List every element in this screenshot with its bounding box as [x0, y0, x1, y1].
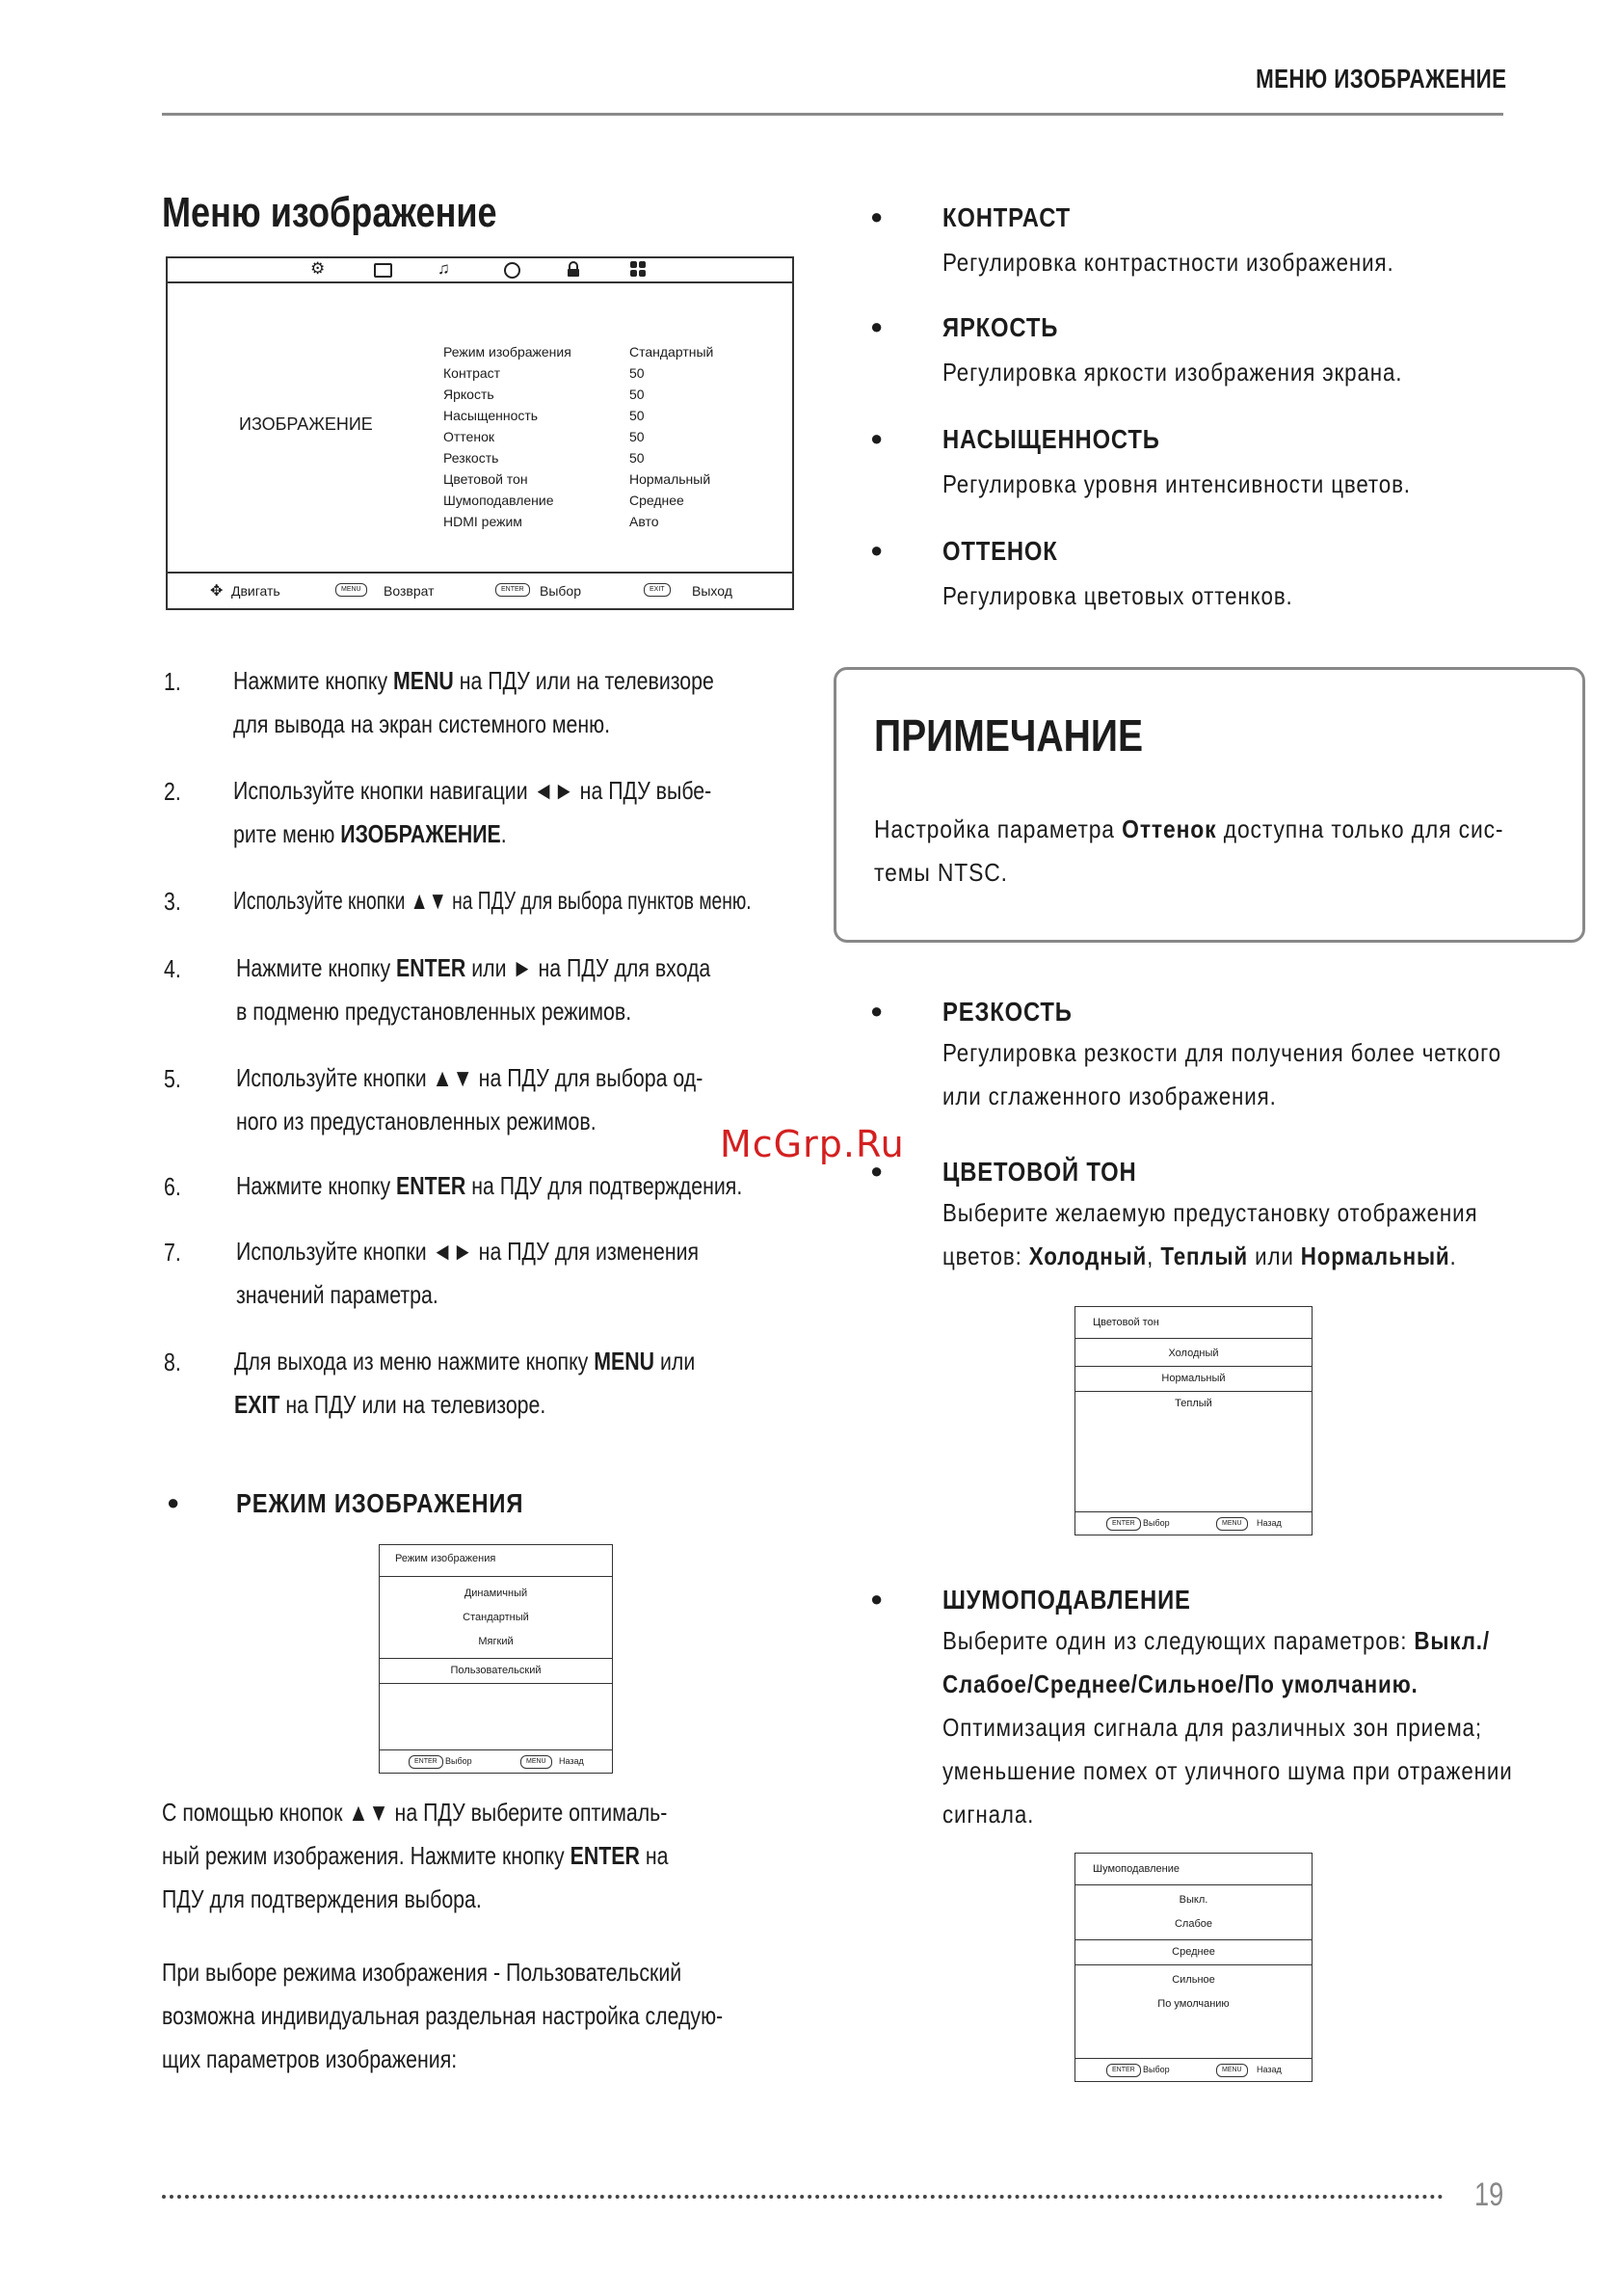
key-name: ENTER [396, 953, 466, 982]
para-line: Регулировка резкости для получения более четкого [942, 1038, 1501, 1067]
step-text: на ПДУ для изменения [472, 1237, 700, 1266]
step-2 [233, 769, 711, 856]
para-text: щих параметров изображения: [162, 2044, 458, 2073]
step-text: на ПДУ для подтверждения. [465, 1171, 743, 1200]
osd-divider [1075, 1338, 1312, 1339]
option-item[interactable]: По умолчанию [1157, 1998, 1230, 2010]
step-text: Нажмите кнопку [236, 1171, 397, 1200]
clock-icon [504, 262, 520, 279]
osd-move-label: Двигать [231, 583, 280, 599]
brightness-title: ЯРКОСТЬ [942, 312, 1059, 342]
para-text: При выборе режима изображения - Пользовательский [162, 1958, 682, 1987]
picture-mode-osd [379, 1544, 613, 1774]
step-text: Используйте кнопки [236, 1063, 433, 1092]
back-label: Назад [1257, 1518, 1282, 1528]
noise-text [942, 1619, 1513, 1836]
osd-icon-bar [168, 258, 792, 283]
option-names: Слабое/Среднее/Сильное/По умолчанию. [942, 1669, 1419, 1698]
osd-row[interactable] [443, 426, 752, 447]
osd-row[interactable] [443, 341, 752, 362]
osd-row-label: Резкость [443, 450, 499, 466]
osd-row-label: Оттенок [443, 429, 494, 444]
step-text: для вывода на экран системного меню. [233, 709, 611, 738]
step-7 [236, 1230, 699, 1317]
nav-arrows: ► [512, 953, 533, 982]
step-number: 7. [164, 1238, 181, 1267]
note-title: ПРИМЕЧАНИЕ [874, 710, 1144, 761]
step-number: 8. [164, 1348, 181, 1376]
step-text: Используйте кнопки навигации [233, 776, 534, 805]
menu-key-icon: MENU [1216, 1517, 1248, 1531]
menu-name: ИЗОБРАЖЕНИЕ [340, 819, 501, 848]
step-text: на ПДУ выбе- [573, 776, 712, 805]
osd-footer [1075, 2058, 1312, 2082]
para-line: Оптимизация сигнала для различных зон приема; [942, 1713, 1482, 1742]
key-name: ENTER [396, 1171, 466, 1200]
osd-box-title: Цветовой тон [1093, 1317, 1159, 1328]
option-name: Нормальный [1300, 1241, 1450, 1270]
para-text: возможна индивидуальная раздельная настройка следую- [162, 2001, 724, 2030]
note-line: доступна только для сис- [1216, 814, 1504, 843]
option-item[interactable]: Стандартный [463, 1612, 529, 1623]
para-line: сигнала. [942, 1800, 1035, 1829]
brightness-text: Регулировка яркости изображения экрана. [942, 358, 1403, 387]
page-title: Меню изображение [162, 189, 497, 236]
option-name: Выкл./ [1414, 1626, 1490, 1655]
option-item[interactable]: Слабое [1174, 1918, 1212, 1930]
music-note-icon: ♫ [438, 259, 450, 278]
note-line: Настройка параметра [874, 814, 1123, 843]
noise-reduction-osd [1074, 1853, 1313, 2082]
menu-key-icon: MENU [520, 1755, 552, 1769]
bullet-icon: ● [870, 426, 884, 450]
color-tone-text [942, 1191, 1477, 1278]
contrast-title: КОНТРАСТ [942, 202, 1072, 232]
osd-footer [380, 1749, 612, 1774]
header-rule [162, 113, 1503, 116]
page-number: 19 [1474, 2176, 1504, 2213]
key-name: EXIT [234, 1390, 280, 1419]
exit-key-icon: EXIT [644, 583, 671, 597]
option-item-selected[interactable]: Пользовательский [380, 1658, 612, 1684]
osd-row-label: HDMI режим [443, 514, 522, 529]
color-tone-osd [1074, 1306, 1313, 1535]
tint-text: Регулировка цветовых оттенков. [942, 581, 1293, 610]
note-line: темы NTSC. [874, 858, 1008, 887]
osd-divider [380, 1576, 612, 1577]
nav-arrows: ▲▼ [410, 886, 447, 915]
enter-key-icon: ENTER [495, 583, 530, 597]
option-name: Холодный [1028, 1241, 1148, 1270]
osd-row-label: Цветовой тон [443, 471, 528, 487]
nav-arrows: ◄► [533, 776, 574, 805]
lock-icon [567, 261, 580, 278]
step-8 [234, 1340, 695, 1427]
picture-mode-title: РЕЖИМ ИЗОБРАЖЕНИЯ [236, 1488, 524, 1518]
step-text: Используйте кнопки [233, 886, 411, 915]
back-label: Назад [1257, 2065, 1282, 2074]
picture-menu-osd [166, 256, 794, 610]
nav-arrows: ◄► [432, 1237, 473, 1266]
contrast-text: Регулировка контрастности изображения. [942, 248, 1394, 277]
option-item[interactable]: Динамичный [464, 1588, 528, 1599]
option-item[interactable]: Мягкий [478, 1636, 514, 1647]
step-4 [236, 947, 710, 1033]
osd-row[interactable] [443, 405, 752, 426]
footer-dotted-rule [162, 2195, 1444, 2199]
note-emphasis: Оттенок [1122, 814, 1217, 843]
osd-row-value: Среднее [629, 493, 684, 508]
option-name: Теплый [1160, 1241, 1249, 1270]
key-name: MENU [393, 666, 454, 695]
option-item[interactable]: Холодный [1168, 1348, 1219, 1359]
step-number: 6. [164, 1172, 181, 1201]
select-label: Выбор [1143, 1518, 1170, 1528]
select-label: Выбор [445, 1756, 472, 1766]
osd-row-value: 50 [629, 365, 645, 381]
option-item[interactable]: Теплый [1175, 1398, 1212, 1409]
step-number: 3. [164, 887, 181, 916]
noise-title: ШУМОПОДАВЛЕНИЕ [942, 1585, 1191, 1615]
osd-row[interactable] [443, 362, 752, 384]
step-text: значений параметра. [236, 1280, 438, 1309]
para-line: Выберите желаемую предустановку отображения [942, 1198, 1478, 1227]
osd-row-value: 50 [629, 387, 645, 402]
step-6 [236, 1164, 742, 1208]
osd-box-title: Режим изображения [395, 1553, 496, 1564]
bullet-icon: ● [870, 1587, 884, 1611]
enter-key-icon: ENTER [1106, 2064, 1141, 2077]
step-text: Для выхода из меню нажмите кнопку [234, 1347, 595, 1375]
osd-footer [1075, 1511, 1312, 1535]
osd-select-label: Выбор [540, 583, 581, 599]
enter-key-icon: ENTER [409, 1755, 443, 1769]
para-line: уменьшение помех от уличного шума при отражении [942, 1756, 1513, 1785]
sharpness-text [942, 1031, 1501, 1118]
step-text: или [465, 953, 513, 982]
osd-exit-label: Выход [692, 583, 732, 599]
osd-settings-list [443, 341, 752, 532]
enter-key-icon: ENTER [1106, 1517, 1141, 1531]
color-tone-title: ЦВЕТОВОЙ ТОН [942, 1157, 1137, 1187]
osd-row-value: Стандартный [629, 344, 714, 360]
osd-row-value: 50 [629, 429, 645, 444]
picture-mode-description [162, 1791, 668, 1921]
menu-key-icon: MENU [1216, 2064, 1248, 2077]
tint-title: ОТТЕНОК [942, 536, 1058, 566]
osd-row[interactable] [443, 447, 752, 468]
gear-icon: ⚙ [310, 259, 326, 278]
menu-key-icon: MENU [335, 583, 367, 597]
nav-arrows: ▲▼ [432, 1063, 473, 1092]
step-number: 2. [164, 777, 181, 806]
step-text: или [654, 1347, 696, 1375]
osd-row[interactable] [443, 468, 752, 490]
step-number: 5. [164, 1064, 181, 1093]
para-text: на ПДУ выберите оптималь- [388, 1798, 668, 1827]
option-list [1075, 1888, 1312, 2016]
para-text: Выберите один из следующих параметров: [942, 1626, 1415, 1655]
bullet-icon: ● [870, 538, 884, 562]
para-line: или сглаженного изображения. [942, 1081, 1277, 1110]
watermark: McGrp.Ru [720, 1123, 905, 1165]
para-text: , [1147, 1241, 1161, 1270]
osd-row-label: Насыщенность [443, 408, 539, 423]
osd-row[interactable] [443, 384, 752, 405]
move-icon: ✥ [210, 583, 224, 600]
para-text: . [1449, 1241, 1457, 1270]
apps-icon [630, 261, 646, 277]
osd-section-label: ИЗОБРАЖЕНИЕ [239, 414, 373, 434]
bullet-icon: ● [870, 314, 884, 338]
note-box [834, 667, 1585, 943]
option-item-selected[interactable]: Нормальный [1075, 1366, 1312, 1392]
osd-divider [1075, 1884, 1312, 1885]
step-text: Используйте кнопки [236, 1237, 433, 1266]
saturation-text: Регулировка уровня интенсивности цветов. [942, 469, 1411, 498]
back-label: Назад [559, 1756, 584, 1766]
osd-row[interactable] [443, 490, 752, 511]
osd-row-value: 50 [629, 408, 645, 423]
para-text: на [639, 1841, 669, 1870]
select-label: Выбор [1143, 2065, 1170, 2074]
step-text: на ПДУ для выбора од- [472, 1063, 703, 1092]
osd-row-value: Нормальный [629, 471, 711, 487]
step-text: ного из предустановленных режимов. [236, 1107, 597, 1135]
step-text: на ПДУ или на телевизоре. [279, 1390, 546, 1419]
osd-back-label: Возврат [384, 583, 435, 599]
note-text [874, 808, 1503, 894]
step-5 [236, 1056, 703, 1143]
osd-row-label: Шумоподавление [443, 493, 554, 508]
key-name: MENU [594, 1347, 655, 1375]
option-item[interactable]: Сильное [1172, 1974, 1215, 1986]
step-text: . [500, 819, 507, 848]
bullet-icon: ● [167, 1490, 180, 1514]
osd-footer [168, 572, 792, 610]
saturation-title: НАСЫЩЕННОСТЬ [942, 424, 1160, 454]
para-text: ный режим изображения. Нажмите кнопку [162, 1841, 570, 1870]
para-text: ПДУ для подтверждения выбора. [162, 1884, 482, 1913]
bullet-icon: ● [870, 204, 884, 228]
para-text: С помощью кнопок [162, 1798, 349, 1827]
step-1 [233, 659, 714, 746]
para-text: или [1248, 1241, 1301, 1270]
osd-row-value: Авто [629, 514, 659, 529]
option-item[interactable]: Выкл. [1179, 1894, 1208, 1906]
osd-row-label: Режим изображения [443, 344, 571, 360]
step-text: на ПДУ для входа [532, 953, 711, 982]
bullet-icon: ● [870, 1159, 884, 1183]
step-text: в подменю предустановленных режимов. [236, 997, 632, 1026]
option-list [380, 1582, 612, 1684]
step-text: на ПДУ для выбора пунктов меню. [446, 886, 752, 915]
osd-row-value: 50 [629, 450, 645, 466]
osd-box-title: Шумоподавление [1093, 1863, 1180, 1875]
user-mode-description [162, 1951, 723, 2081]
para-text: цветов: [942, 1241, 1029, 1270]
running-header: МЕНЮ ИЗОБРАЖЕНИЕ [1256, 64, 1507, 93]
osd-row-label: Контраст [443, 365, 501, 381]
nav-arrows: ▲▼ [348, 1798, 389, 1827]
option-list [1075, 1342, 1312, 1416]
osd-row-label: Яркость [443, 387, 494, 402]
step-number: 1. [164, 667, 181, 696]
step-text: Нажмите кнопку [233, 666, 394, 695]
step-3 [233, 879, 752, 922]
step-text: Нажмите кнопку [236, 953, 397, 982]
key-name: ENTER [570, 1841, 640, 1870]
step-text: рите меню [233, 819, 341, 848]
step-text: на ПДУ или на телевизоре [453, 666, 714, 695]
option-item-selected[interactable]: Среднее [1075, 1939, 1312, 1965]
step-number: 4. [164, 954, 181, 983]
sharpness-title: РЕЗКОСТЬ [942, 997, 1073, 1027]
tv-icon [374, 263, 392, 278]
bullet-icon: ● [870, 999, 884, 1023]
osd-row[interactable] [443, 511, 752, 532]
